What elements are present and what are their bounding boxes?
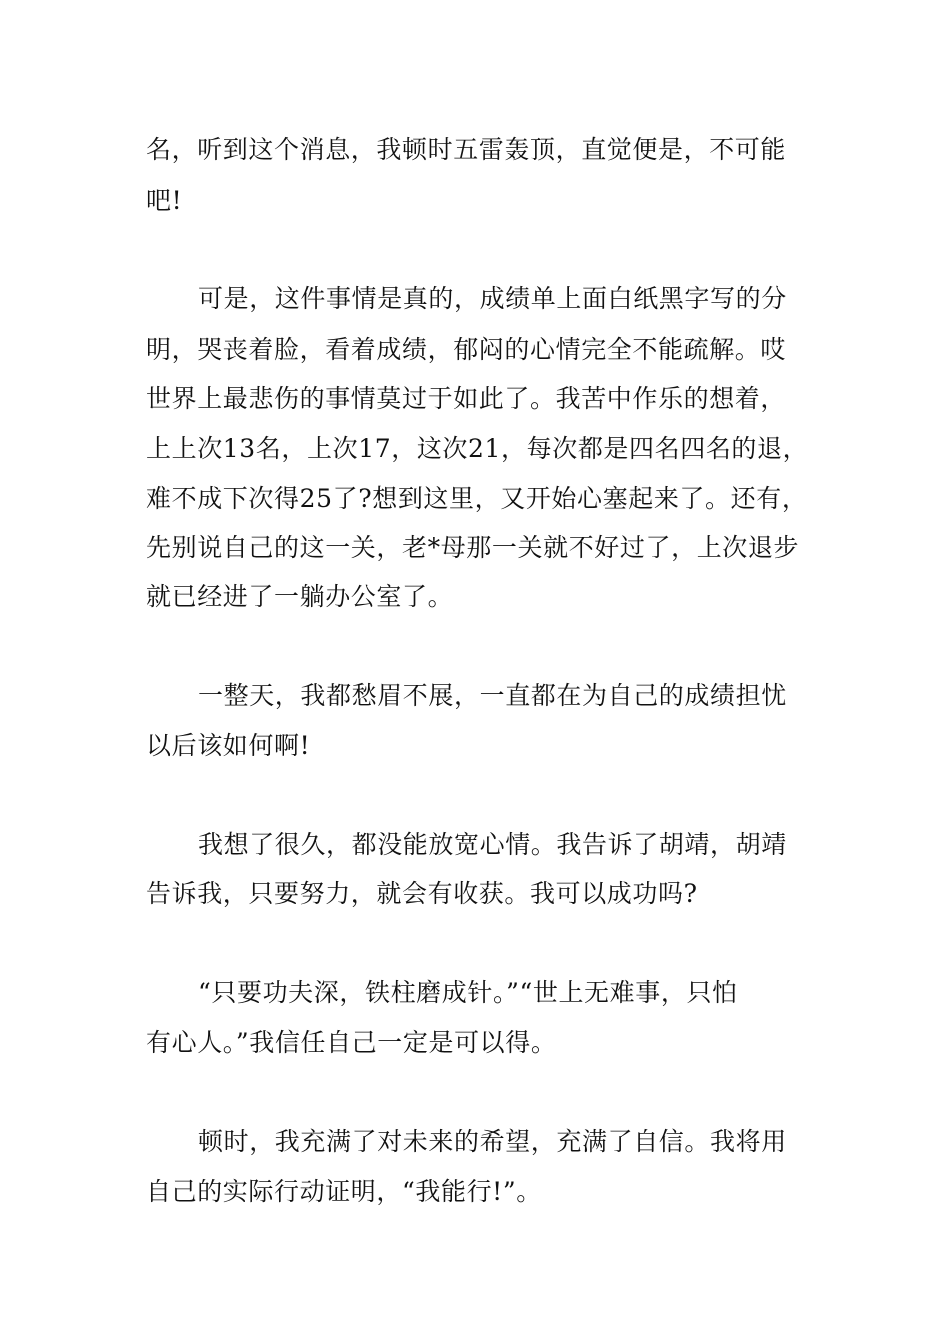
paragraph-line: “只要功夫深，铁柱磨成针。”“世上无难事，只怕	[198, 978, 738, 1007]
paragraph-line: 顿时，我充满了对未来的希望，充满了自信。我将用	[198, 1127, 787, 1156]
paragraph-line: 我想了很久，都没能放宽心情。我告诉了胡靖，胡靖	[198, 830, 787, 859]
paragraph-line: 世界上最悲伤的事情莫过于如此了。我苦中作乐的想着，	[146, 384, 787, 413]
paragraph-line: 吧!	[146, 186, 183, 215]
paragraph-line: 以后该如何啊!	[146, 731, 311, 760]
paragraph-line: 名，听到这个消息，我顿时五雷轰顶，直觉便是，不可能	[146, 135, 787, 164]
paragraph-line: 先别说自己的这一关，老*母那一关就不好过了，上次退步	[146, 533, 800, 562]
paragraph-line: 就已经进了一躺办公室了。	[146, 582, 454, 611]
paragraph-line: 明，哭丧着脸，看着成绩，郁闷的心情完全不能疏解。哎	[146, 335, 787, 364]
paragraph-line: 自己的实际行动证明，“我能行!”。	[146, 1177, 542, 1206]
paragraph-line: 告诉我，只要努力，就会有收获。我可以成功吗?	[146, 879, 698, 908]
paragraph-line: 难不成下次得25了?想到这里，又开始心塞起来了。还有，	[146, 484, 808, 513]
paragraph-line: 一整天，我都愁眉不展，一直都在为自己的成绩担忧	[198, 681, 787, 710]
paragraph-line: 有心人。”我信任自己一定是可以得。	[146, 1028, 557, 1057]
paragraph-line: 上上次13名，上次17，这次21，每次都是四名四名的退，	[146, 434, 809, 463]
paragraph-line: 可是，这件事情是真的，成绩单上面白纸黑字写的分	[198, 284, 787, 313]
